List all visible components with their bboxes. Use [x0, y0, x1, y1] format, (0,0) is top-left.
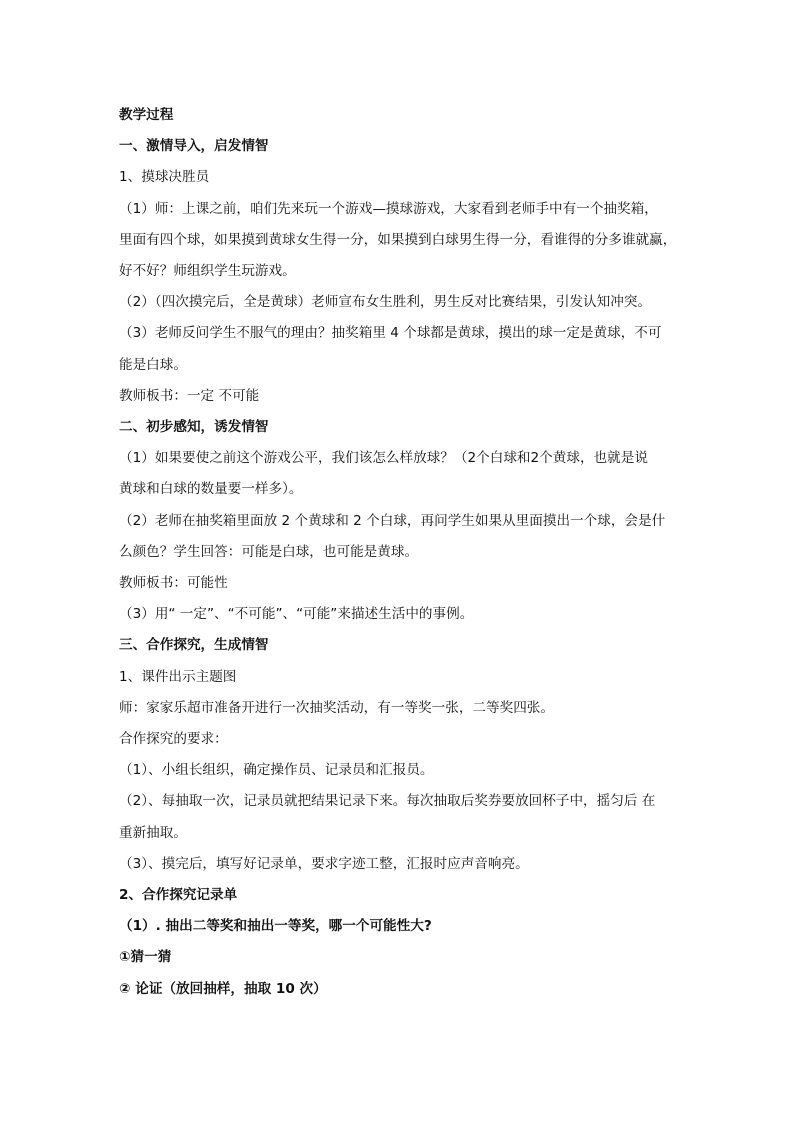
document-body: [119, 100, 679, 1005]
text-line: （3）老师反问学生不服气的理由？抽奖箱里 4 个球都是黄球，摸出的球一定是黄球，不可: [119, 325, 662, 342]
text-line: 三、合作探究，生成情智: [119, 637, 269, 654]
text-line: 二、初步感知，诱发情智: [119, 419, 269, 436]
text-line: 能是白球。: [119, 356, 187, 373]
text-line: （3）用“ 一定”、“不可能”、“可能”来描述生活中的事例。: [119, 606, 474, 623]
text-line: 2、合作探究记录单: [119, 887, 238, 904]
text-line: （1）、小组长组织，确定操作员、记录员和汇报员。: [119, 762, 434, 779]
text-line: 师：家家乐超市准备开进行一次抽奖活动，有一等奖一张，二等奖四张。: [119, 699, 554, 716]
text-line: 教师板书：可能性: [119, 575, 228, 592]
text-line: （2）（四次摸完后，全是黄球）老师宣布女生胜利，男生反对比赛结果，引发认知冲突。: [119, 294, 652, 311]
text-line: 好不好？师组织学生玩游戏。: [119, 263, 296, 280]
text-line: （2）老师在抽奖箱里面放 2 个黄球和 2 个白球，再问学生如果从里面摸出一个球，会是什: [119, 512, 666, 529]
text-line: ①猜一猜: [119, 949, 172, 966]
text-line: 一、激情导入，启发情智: [119, 138, 269, 155]
text-line: （1）师：上课之前，咱们先来玩一个游戏—摸球游戏，大家看到老师手中有一个抽奖箱，: [119, 200, 658, 217]
text-line: 重新抽取。: [119, 824, 187, 841]
text-line: （1）. 抽出二等奖和抽出一等奖，哪一个可能性大?: [119, 918, 432, 935]
text-line: 教师板书：一定 不可能: [119, 387, 260, 404]
text-line: 里面有四个球，如果摸到黄球女生得一分，如果摸到白球男生得一分，看谁得的分多谁就赢，: [119, 231, 677, 248]
text-line: 1、课件出示主题图: [119, 668, 237, 685]
text-line: 合作探究的要求：: [119, 731, 228, 748]
text-line: 1、摸球决胜员: [119, 169, 210, 186]
text-line: 么颜色？学生回答：可能是白球，也可能是黄球。: [119, 543, 419, 560]
text-line: 黄球和白球的数量要一样多）。: [119, 481, 303, 498]
text-line: （1）如果要使之前这个游戏公平，我们该怎么样放球？（2个白球和2个黄球，也就是说: [119, 450, 648, 467]
text-line: 教学过程: [119, 107, 174, 123]
text-line: （2）、每抽取一次，记录员就把结果记录下来。每次抽取后奖券要放回杯子中，摇匀后 在: [119, 793, 656, 810]
text-line: ② 论证（放回抽样，抽取 10 次）: [119, 980, 327, 997]
text-line: （3）、摸完后，填写好记录单，要求字迹工整，汇报时应声音响亮。: [119, 855, 529, 872]
